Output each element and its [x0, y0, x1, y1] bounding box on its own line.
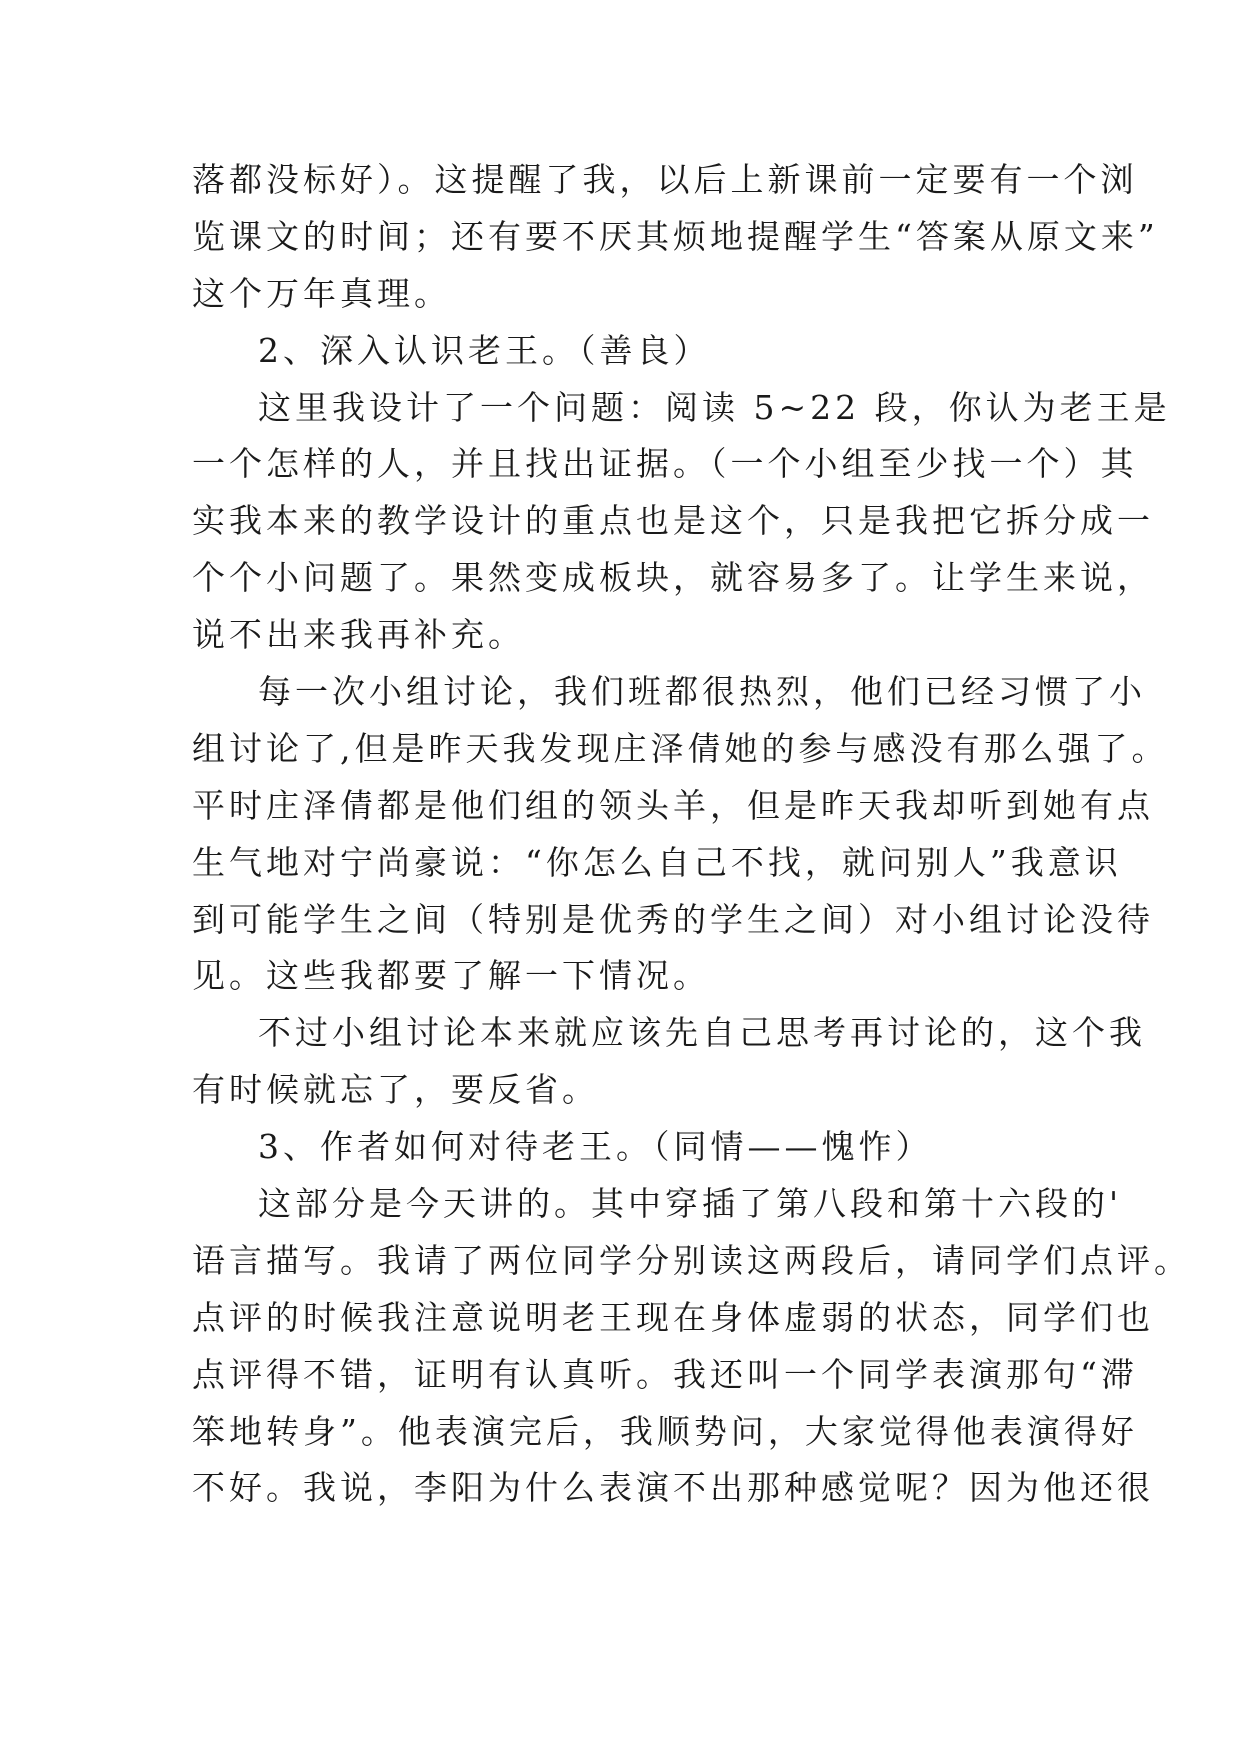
body-text — [192, 152, 1191, 1517]
text-line: 一个怎样的人，并且找出证据。（一个小组至少找一个）其 — [192, 444, 1138, 484]
text-line: 平时庄泽倩都是他们组的领头羊，但是昨天我却听到她有点 — [192, 785, 1154, 825]
text-line: 笨地转身”。他表演完后，我顺势问，大家觉得他表演得好 — [192, 1411, 1138, 1451]
text-line: 这个万年真理。 — [192, 273, 451, 313]
text-line: 说不出来我再补充。 — [192, 615, 525, 655]
text-line: 览课文的时间；还有要不厌其烦地提醒学生“答案从原文来” — [192, 216, 1159, 256]
text-line: 实我本来的教学设计的重点也是这个，只是我把它拆分成一 — [192, 501, 1154, 541]
text-line: 落都没标好）。这提醒了我，以后上新课前一定要有一个浏 — [192, 160, 1138, 199]
text-line: 见。这些我都要了解一下情况。 — [192, 956, 710, 996]
text-line: 每一次小组讨论，我们班都很热烈，他们已经习惯了小 — [258, 672, 1146, 712]
section-heading: 2、深入认识老王。（善良） — [258, 330, 711, 370]
text-line: 生气地对宁尚豪说：“你怎么自己不找，就问别人”我意识 — [192, 842, 1122, 882]
text-line: 不过小组讨论本来就应该先自己思考再讨论的，这个我 — [258, 1013, 1146, 1053]
text-line: 组讨论了,但是昨天我发现庄泽倩她的参与感没有那么强了。 — [192, 728, 1169, 768]
text-line: 语言描写。我请了两位同学分别读这两段后，请同学们点评。 — [192, 1240, 1191, 1280]
text-line: 点评得不错，证明有认真听。我还叫一个同学表演那句“滞 — [192, 1354, 1138, 1394]
text-line: 这里我设计了一个问题：阅读 5~22 段，你认为老王是 — [258, 387, 1171, 427]
text-line: 有时候就忘了，要反省。 — [192, 1070, 599, 1110]
text-line: 个个小问题了。果然变成板块，就容易多了。让学生来说， — [192, 558, 1154, 598]
text-line: 不好。我说，李阳为什么表演不出那种感觉呢？因为他还很 — [192, 1468, 1154, 1508]
text-line: 这部分是今天讲的。其中穿插了第八段和第十六段的' — [258, 1184, 1123, 1224]
text-line: 到可能学生之间（特别是优秀的学生之间）对小组讨论没待 — [192, 899, 1154, 939]
section-heading: 3、作者如何对待老王。（同情——愧怍） — [258, 1127, 933, 1167]
text-line: 点评的时候我注意说明老王现在身体虚弱的状态，同学们也 — [192, 1297, 1154, 1337]
